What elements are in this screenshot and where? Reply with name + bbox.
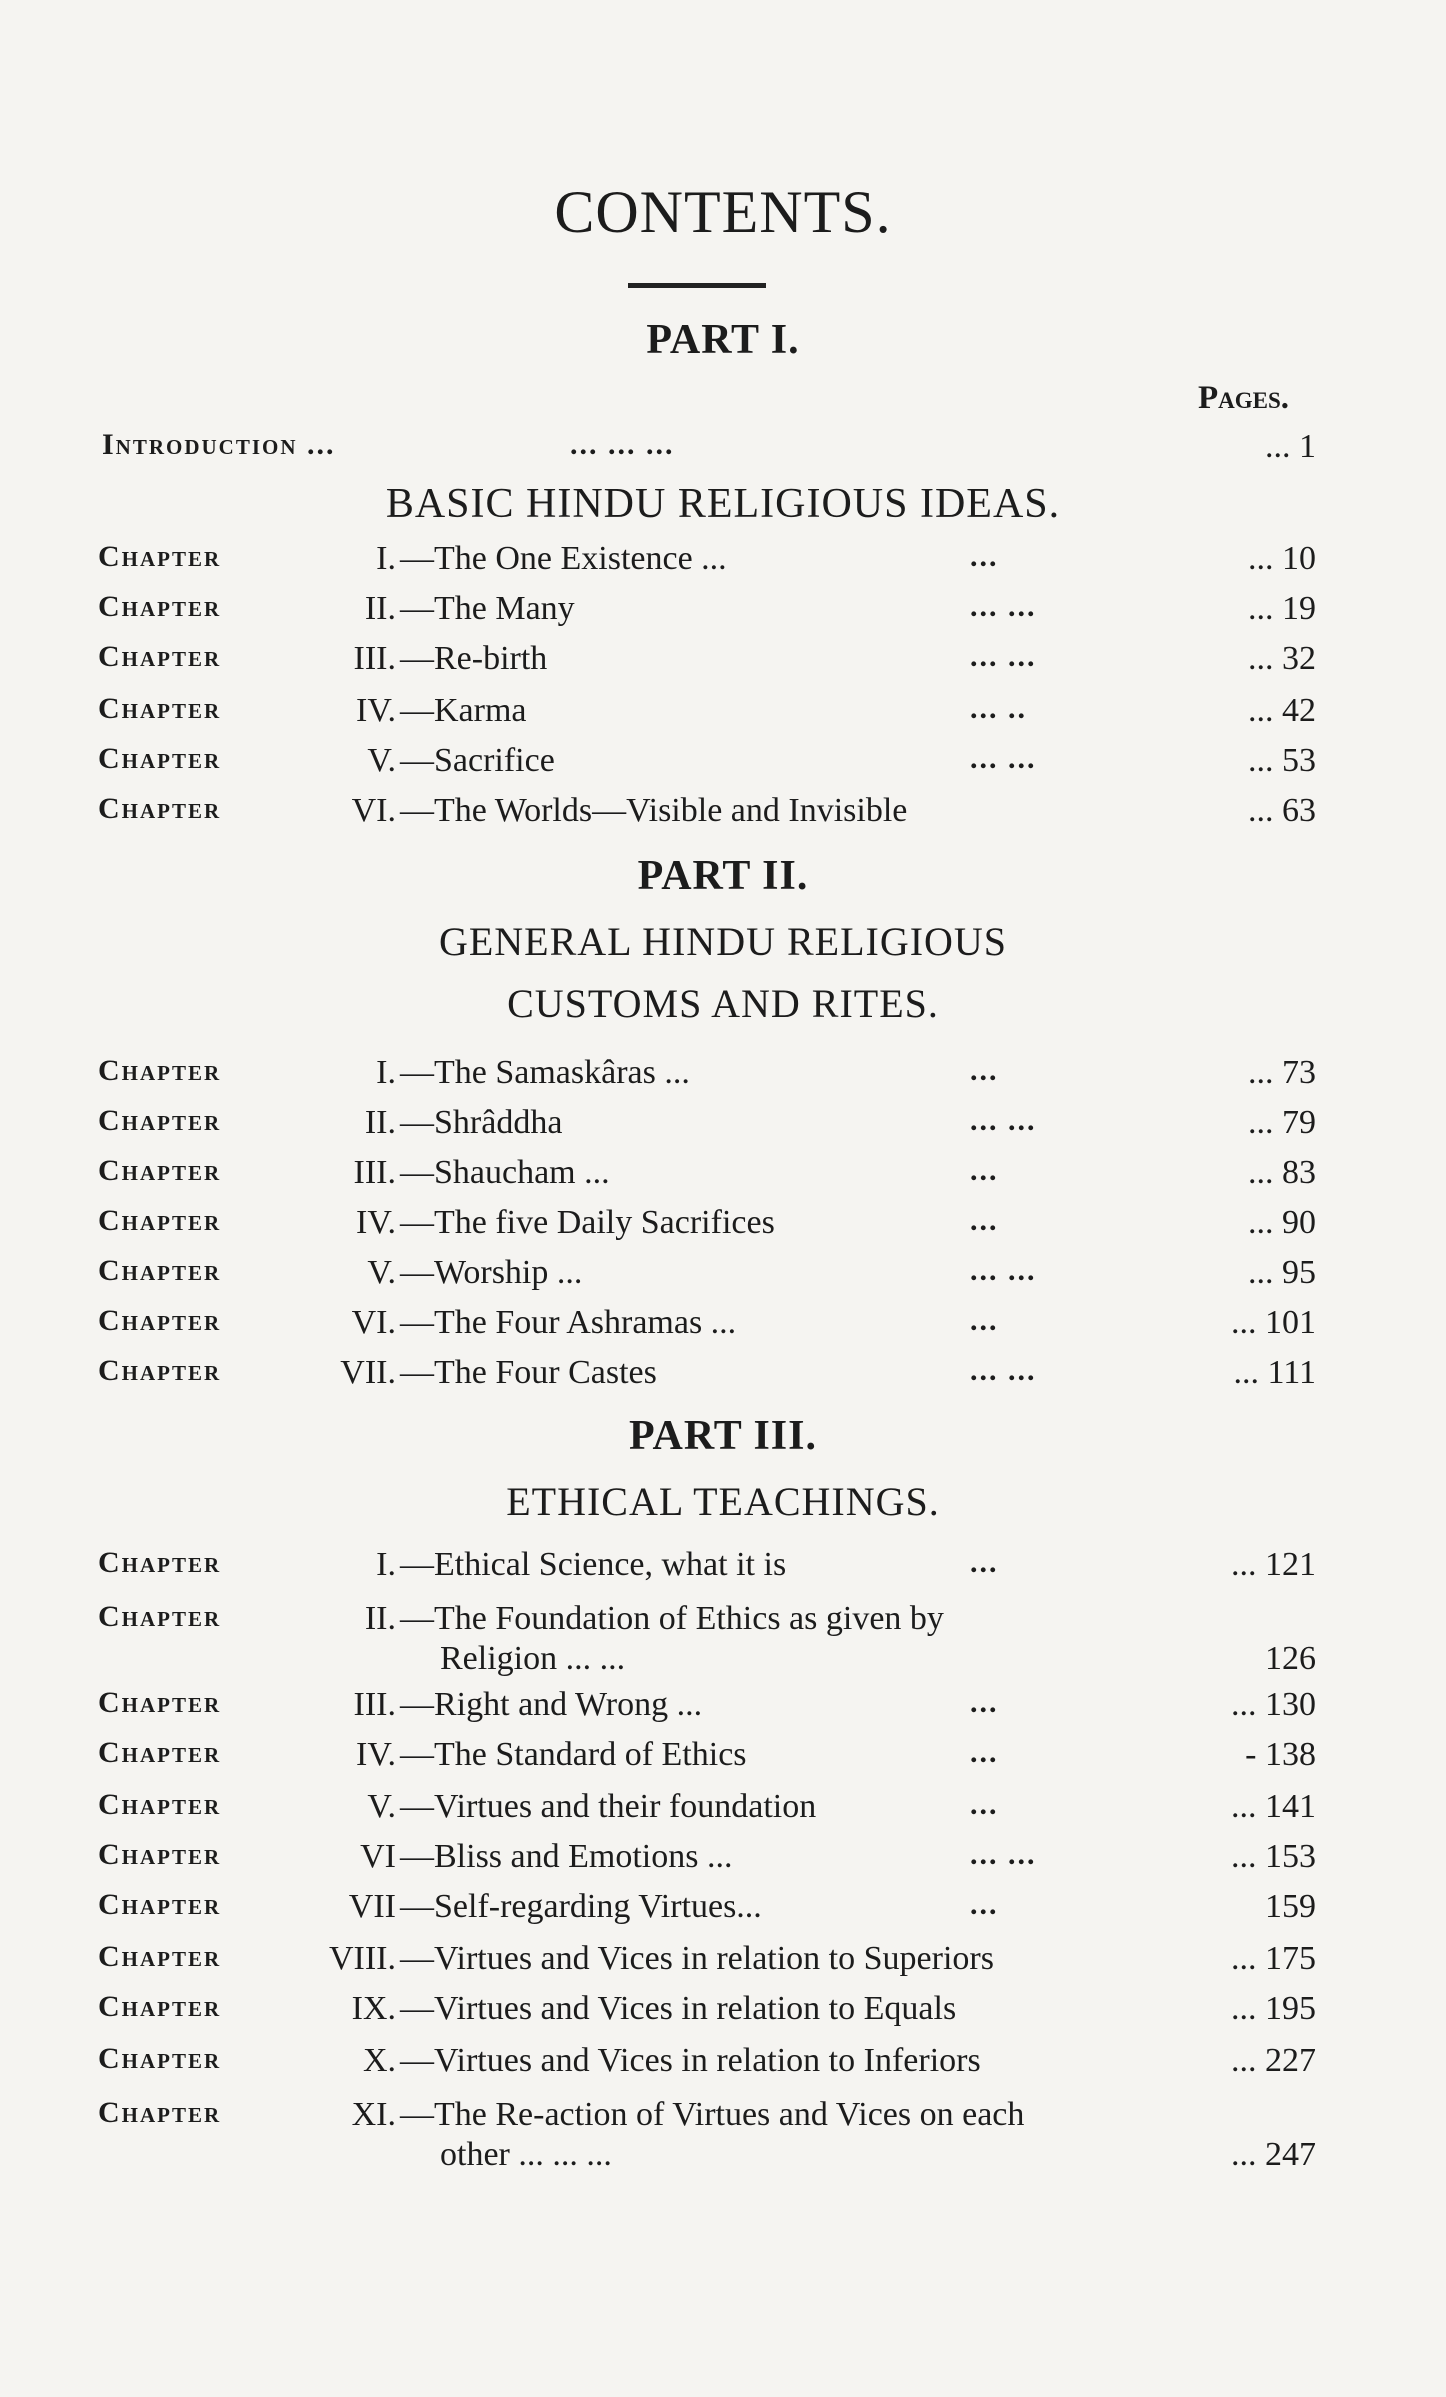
title-rule — [628, 283, 766, 288]
chapter-keyword: Chapter — [98, 1104, 222, 1137]
part1-chapter-row[interactable] — [0, 742, 1446, 788]
chapter-title: —The Four Ashramas ... — [400, 1304, 737, 1341]
chapter-leader-dots: ... — [970, 1054, 999, 1087]
chapter-leader-dots: ... .. — [970, 692, 1027, 725]
chapter-page-number: ... 227 — [1231, 2042, 1316, 2079]
chapter-leader-dots: ... — [970, 1788, 999, 1821]
chapter-page-number: ... 90 — [1248, 1204, 1316, 1241]
introduction-dots: ... ... ... — [570, 428, 675, 461]
chapter-title: —Karma — [400, 692, 527, 729]
chapter-title: —The Many — [400, 590, 575, 627]
chapter-keyword: Chapter — [98, 1254, 222, 1287]
chapter-keyword: Chapter — [98, 1054, 222, 1087]
chapter-leader-dots: ... ... — [970, 742, 1037, 775]
chapter-number: IV. — [356, 1736, 396, 1773]
chapter-number: V. — [367, 742, 396, 779]
chapter-page-number: ... 130 — [1231, 1686, 1316, 1723]
chapter-page-number: ... 195 — [1231, 1990, 1316, 2027]
part2-heading: PART II. — [637, 853, 809, 899]
part3-subheading: ETHICAL TEACHINGS. — [506, 1479, 940, 1524]
chapter-number: V. — [367, 1788, 396, 1825]
part3-chapter-row[interactable] — [0, 1788, 1446, 1834]
part2-chapter-row[interactable] — [0, 1354, 1446, 1400]
chapter-keyword: Chapter — [98, 2096, 222, 2129]
part1-chapter-row[interactable] — [0, 792, 1446, 838]
chapter-title: —Virtues and Vices in relation to Equals — [400, 1990, 957, 2027]
introduction-page: ... 1 — [1265, 428, 1316, 465]
chapter-leader-dots: ... — [970, 1888, 999, 1921]
chapter-title: —The Four Castes — [400, 1354, 657, 1391]
part2-subheading-line2: CUSTOMS AND RITES. — [507, 981, 939, 1026]
chapter-leader-dots: ... — [970, 1686, 999, 1719]
chapter-leader-dots: ... — [970, 1304, 999, 1337]
part2-chapter-row[interactable] — [0, 1204, 1446, 1250]
chapter-number: I. — [376, 1546, 396, 1583]
chapter-title: —Self-regarding Virtues... — [400, 1888, 762, 1925]
chapter-page-number: 126 — [1265, 1640, 1316, 1677]
page-title: CONTENTS. — [554, 179, 892, 245]
chapter-keyword: Chapter — [98, 590, 222, 623]
chapter-keyword: Chapter — [98, 742, 222, 775]
chapter-title: —Virtues and Vices in relation to Superiors — [400, 1940, 994, 1977]
chapter-number: VII. — [340, 1354, 396, 1391]
chapter-page-number: ... 83 — [1248, 1154, 1316, 1191]
part3-heading: PART III. — [628, 1413, 817, 1459]
chapter-page-number: ... 111 — [1233, 1354, 1316, 1391]
chapter-page-number: ... 153 — [1231, 1838, 1316, 1875]
chapter-page-number: - 138 — [1245, 1736, 1316, 1773]
chapter-number: I. — [376, 1054, 396, 1091]
chapter-leader-dots: ... — [970, 1154, 999, 1187]
chapter-title: —Right and Wrong ... — [400, 1686, 703, 1723]
part3-chapter-row[interactable] — [0, 1888, 1446, 1934]
chapter-number: II. — [364, 590, 396, 627]
part3-chapter-row[interactable] — [0, 1686, 1446, 1732]
chapter-leader-dots: ... ... — [970, 1354, 1037, 1387]
chapter-leader-dots: ... ... — [970, 1838, 1037, 1871]
part1-subheading: BASIC HINDU RELIGIOUS IDEAS. — [385, 481, 1061, 527]
chapter-leader-dots: ... ... — [970, 640, 1037, 673]
chapter-number: I. — [376, 540, 396, 577]
chapter-keyword: Chapter — [98, 1838, 222, 1871]
chapter-keyword: Chapter — [98, 1154, 222, 1187]
part1-chapter-row[interactable] — [0, 692, 1446, 738]
chapter-keyword: Chapter — [98, 1788, 222, 1821]
chapter-keyword: Chapter — [98, 1736, 222, 1769]
chapter-number: X. — [362, 2042, 396, 2079]
part3-chapter-row[interactable] — [0, 2042, 1446, 2088]
chapter-page-number: ... 247 — [1231, 2136, 1316, 2173]
part1-chapter-row[interactable] — [0, 590, 1446, 636]
chapter-keyword: Chapter — [98, 792, 222, 825]
chapter-page-number: ... 42 — [1248, 692, 1316, 729]
chapter-title: —The five Daily Sacrifices — [400, 1204, 775, 1241]
chapter-leader-dots: ... ... — [970, 1254, 1037, 1287]
chapter-page-number: ... 19 — [1248, 590, 1316, 627]
chapter-number: III. — [353, 640, 396, 677]
chapter-page-number: ... 175 — [1231, 1940, 1316, 1977]
part3-chapter-row[interactable] — [0, 1838, 1446, 1884]
chapter-number: VIII. — [328, 1940, 396, 1977]
chapter-title: —The One Existence ... — [400, 540, 727, 577]
chapter-page-number: ... 73 — [1248, 1054, 1316, 1091]
chapter-keyword: Chapter — [98, 1888, 222, 1921]
part1-chapter-row[interactable] — [0, 640, 1446, 686]
chapter-title: —The Samaskâras ... — [400, 1054, 690, 1091]
part3-chapter-row[interactable] — [0, 2096, 1446, 2173]
chapter-title: —Virtues and Vices in relation to Inferiors — [400, 2042, 981, 2079]
chapter-keyword: Chapter — [98, 1354, 222, 1387]
chapter-keyword: Chapter — [98, 640, 222, 673]
chapter-number: VI. — [351, 792, 396, 829]
chapter-leader-dots: ... — [970, 1204, 999, 1237]
introduction-row[interactable] — [0, 428, 1446, 474]
part3-chapter-row[interactable] — [0, 1546, 1446, 1592]
chapter-title-continuation: Religion ... ... — [440, 1640, 626, 1677]
part3-chapter-row[interactable] — [0, 1736, 1446, 1782]
chapter-page-number: ... 53 — [1248, 742, 1316, 779]
chapter-keyword: Chapter — [98, 1940, 222, 1973]
chapter-leader-dots: ... — [970, 1546, 999, 1579]
chapter-number: II. — [364, 1600, 396, 1637]
chapter-title: —Virtues and their foundation — [400, 1788, 817, 1825]
chapter-keyword: Chapter — [98, 1546, 222, 1579]
chapter-page-number: 159 — [1265, 1888, 1316, 1925]
chapter-number: IX. — [351, 1990, 396, 2027]
chapter-title-continuation: other ... ... ... — [440, 2136, 612, 2173]
chapter-keyword: Chapter — [98, 1990, 222, 2023]
chapter-leader-dots: ... ... — [970, 1104, 1037, 1137]
chapter-number: XI. — [351, 2096, 396, 2133]
chapter-title: —Worship ... — [400, 1254, 583, 1291]
chapter-title: —The Worlds—Visible and Invisible — [400, 792, 908, 829]
chapter-number: III. — [353, 1154, 396, 1191]
part1-chapter-row[interactable] — [0, 540, 1446, 586]
part3-chapter-row[interactable] — [0, 1600, 1446, 1677]
chapter-number: V. — [367, 1254, 396, 1291]
chapter-keyword: Chapter — [98, 540, 222, 573]
chapter-title: —The Standard of Ethics — [400, 1736, 747, 1773]
part3-chapter-row[interactable] — [0, 1940, 1446, 1986]
part1-heading: PART I. — [646, 317, 800, 363]
chapter-page-number: ... 32 — [1248, 640, 1316, 677]
chapter-number: VI — [360, 1838, 396, 1875]
chapter-leader-dots: ... — [970, 1736, 999, 1769]
chapter-number: VI. — [351, 1304, 396, 1341]
chapter-leader-dots: ... ... — [970, 590, 1037, 623]
chapter-page-number: ... 10 — [1248, 540, 1316, 577]
chapter-page-number: ... 79 — [1248, 1104, 1316, 1141]
chapter-title: —Bliss and Emotions ... — [400, 1838, 733, 1875]
part2-chapter-row[interactable] — [0, 1104, 1446, 1150]
part2-chapter-row[interactable] — [0, 1054, 1446, 1100]
chapter-page-number: ... 95 — [1248, 1254, 1316, 1291]
chapter-number: IV. — [356, 1204, 396, 1241]
chapter-title: —The Re-action of Virtues and Vices on each — [400, 2096, 1025, 2133]
part2-chapter-row[interactable] — [0, 1304, 1446, 1350]
chapter-number: III. — [353, 1686, 396, 1723]
chapter-number: II. — [364, 1104, 396, 1141]
chapter-keyword: Chapter — [98, 1600, 222, 1633]
chapter-page-number: ... 63 — [1248, 792, 1316, 829]
part3-chapter-row[interactable] — [0, 1990, 1446, 2036]
chapter-title: —Re-birth — [400, 640, 548, 677]
chapter-title: —Sacrifice — [400, 742, 555, 779]
part2-chapter-row[interactable] — [0, 1254, 1446, 1300]
chapter-page-number: ... 141 — [1231, 1788, 1316, 1825]
chapter-keyword: Chapter — [98, 2042, 222, 2075]
part2-chapter-row[interactable] — [0, 1154, 1446, 1200]
chapter-page-number: ... 101 — [1231, 1304, 1316, 1341]
chapter-number: IV. — [356, 692, 396, 729]
chapter-keyword: Chapter — [98, 1204, 222, 1237]
chapter-leader-dots: ... — [970, 540, 999, 573]
chapter-keyword: Chapter — [98, 692, 222, 725]
chapter-keyword: Chapter — [98, 1304, 222, 1337]
chapter-title: —Shaucham ... — [400, 1154, 610, 1191]
chapter-page-number: ... 121 — [1231, 1546, 1316, 1583]
chapter-title: —The Foundation of Ethics as given by — [400, 1600, 944, 1637]
part2-subheading-line1: GENERAL HINDU RELIGIOUS — [438, 919, 1008, 964]
chapter-title: —Shrâddha — [400, 1104, 563, 1141]
introduction-label: Introduction ... — [102, 428, 336, 461]
pages-column-label: Pages. — [1198, 380, 1290, 416]
chapter-keyword: Chapter — [98, 1686, 222, 1719]
chapter-number: VII — [348, 1888, 396, 1925]
chapter-title: —Ethical Science, what it is — [400, 1546, 787, 1583]
